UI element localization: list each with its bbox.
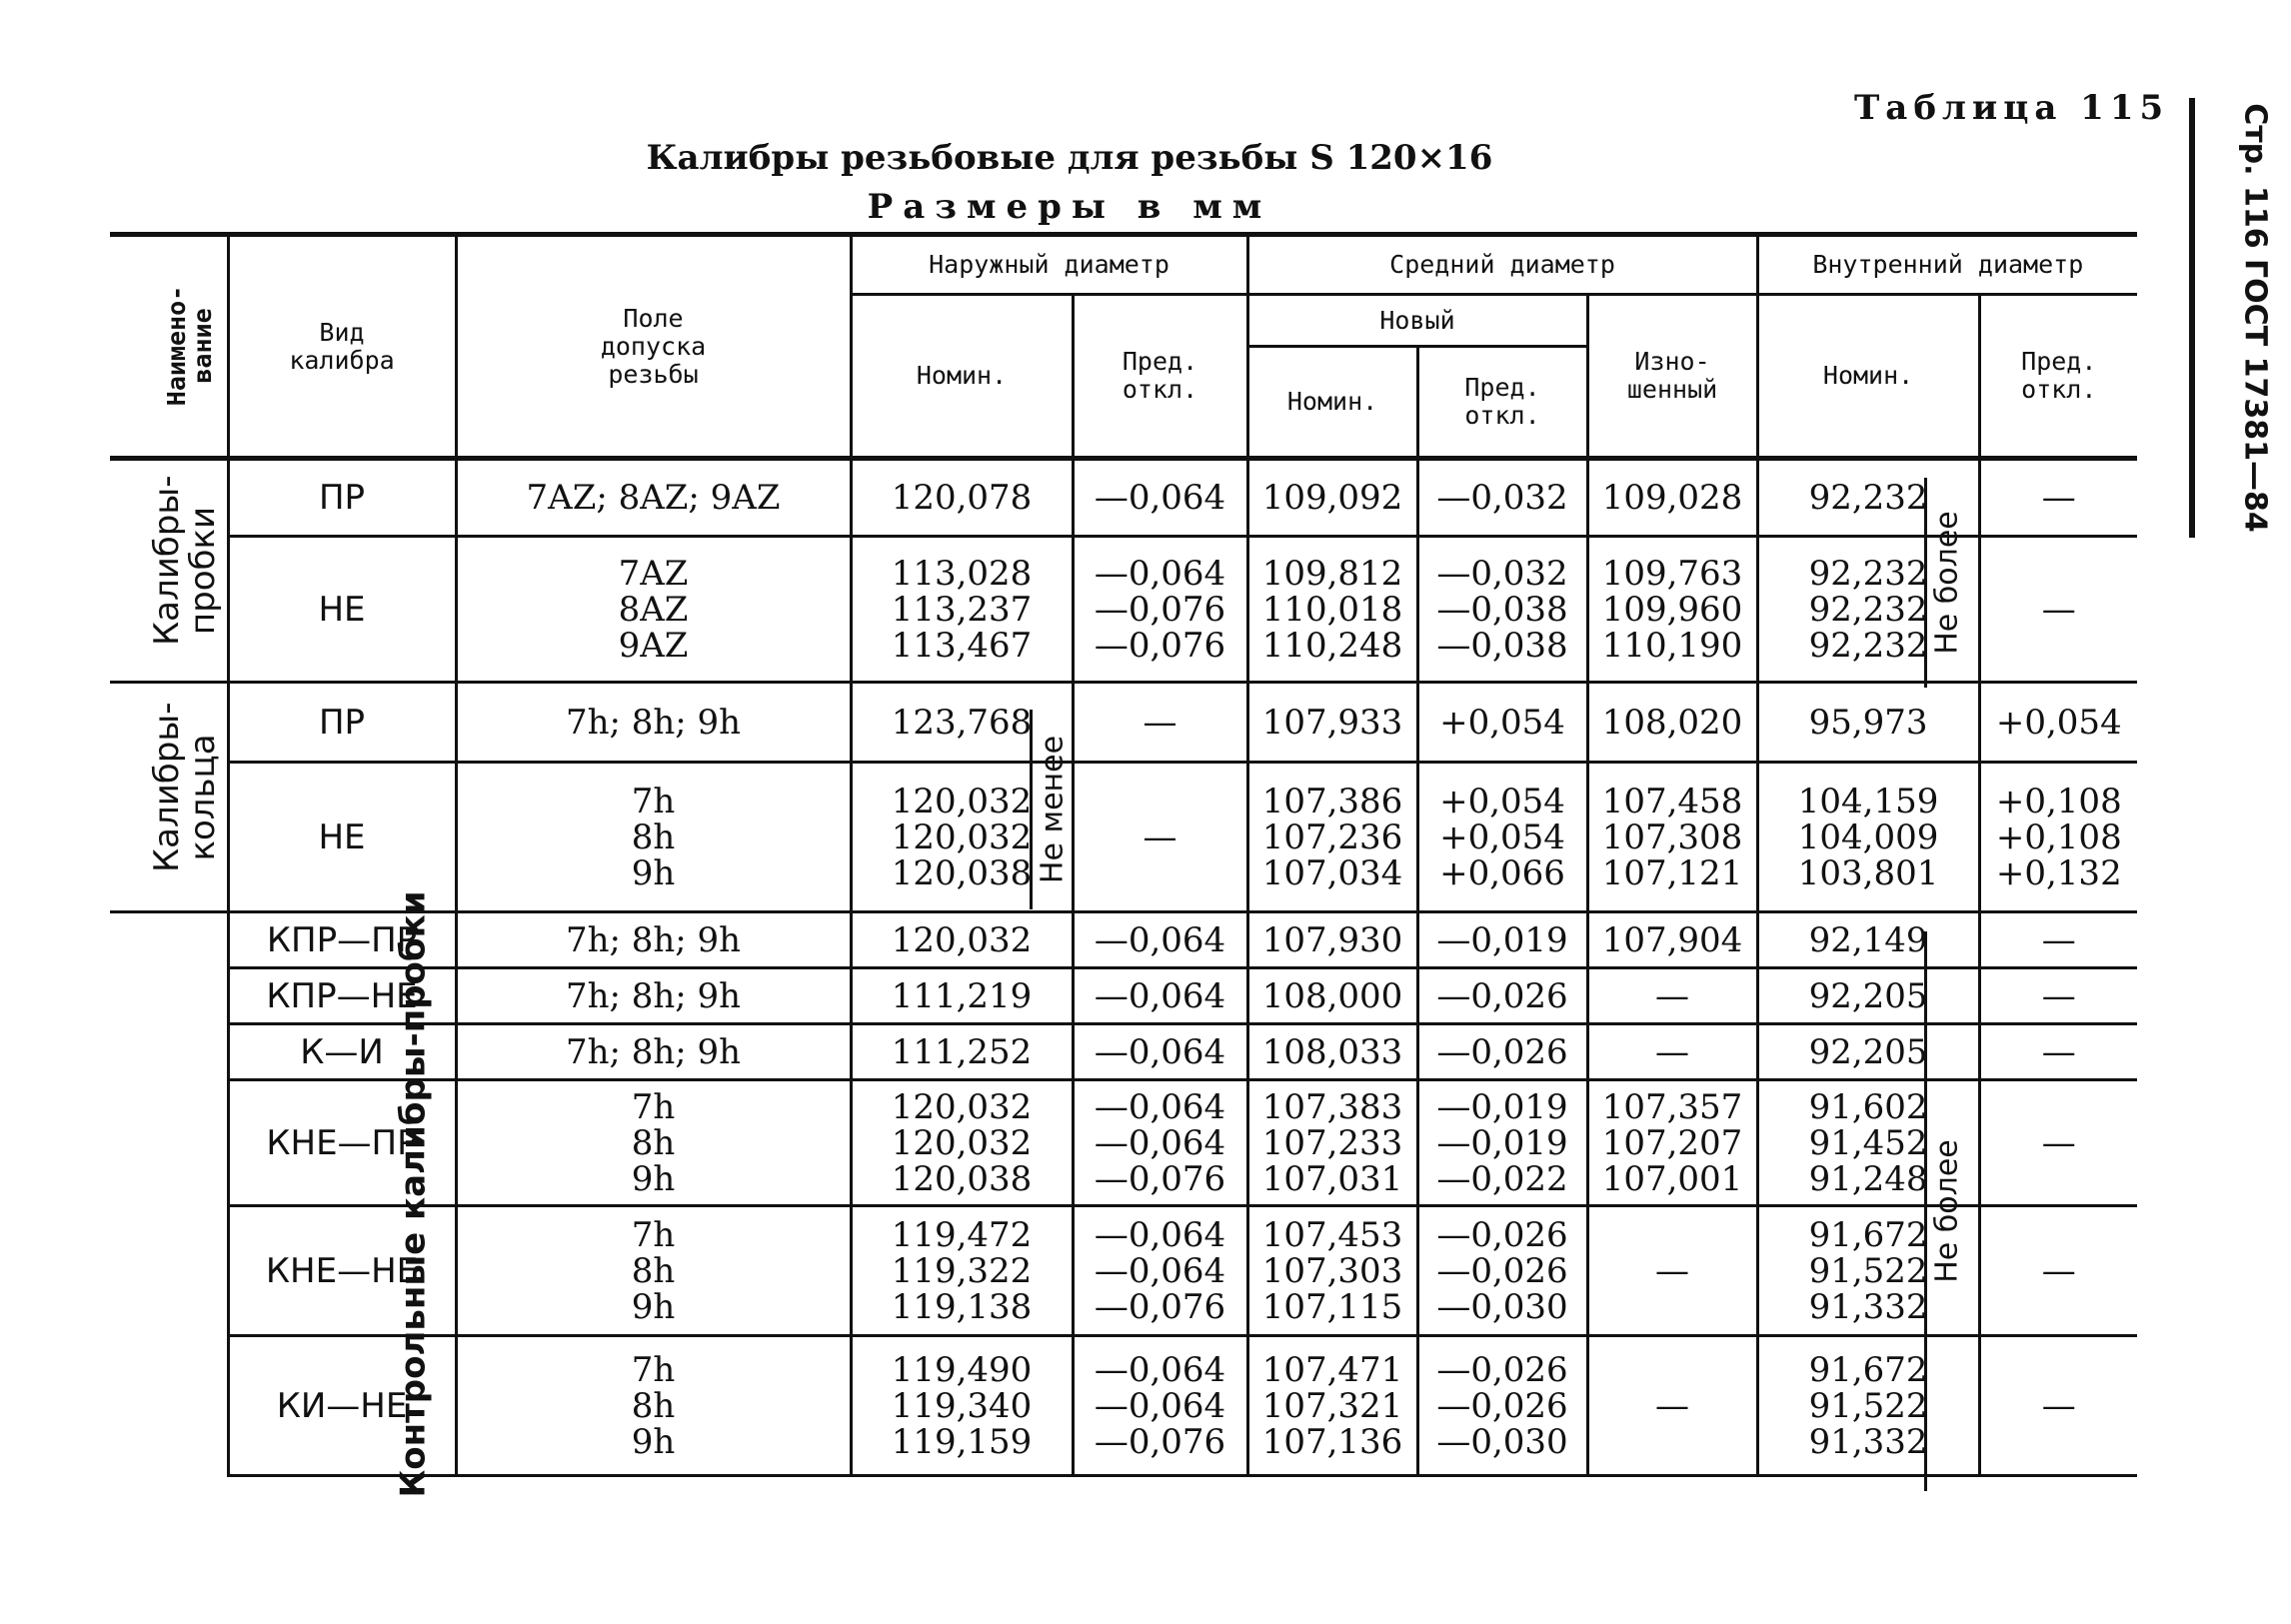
m-nom-cell — [1247, 1080, 1417, 1206]
i-nom-cell-line: 92,232 — [1808, 478, 1928, 518]
tolerance-cell-line: 9AZ — [618, 625, 689, 666]
m-dev-cell — [1417, 1080, 1587, 1206]
tolerance-cell-line: 9h — [631, 1421, 676, 1462]
table-row — [110, 912, 2137, 968]
m-nom-cell-line: 107,303 — [1261, 1250, 1403, 1291]
kind-cell: КНЕ—НЕ — [228, 1206, 456, 1336]
tolerance-cell-line: 8h — [631, 1250, 676, 1291]
m-dev-cell-line: +0,054 — [1439, 781, 1565, 821]
m-nom-cell — [1247, 912, 1417, 968]
o-nom-cell-line: 113,028 — [891, 553, 1033, 594]
o-dev-cell — [1073, 683, 1247, 763]
o-dev-cell-line: — — [1143, 702, 1177, 743]
i-nom-cell-line: 92,205 — [1808, 975, 1928, 1016]
m-nom-cell — [1247, 1336, 1417, 1476]
tolerance-cell-line: 9h — [631, 1286, 676, 1327]
i-dev-cell — [1979, 968, 2137, 1024]
tolerance-cell — [456, 459, 851, 537]
o-dev-cell-line: —0,064 — [1094, 1122, 1226, 1163]
tolerance-cell-line: 7h — [631, 781, 676, 821]
m-worn-cell — [1587, 683, 1757, 763]
kind-cell: НЕ — [228, 763, 456, 912]
m-worn-cell — [1587, 537, 1757, 683]
tolerance-cell — [456, 537, 851, 683]
kind-cell: КПР—ПР — [228, 912, 456, 968]
m-worn-cell-line: 107,904 — [1601, 919, 1743, 960]
o-dev-cell-line: —0,064 — [1094, 553, 1226, 594]
m-worn-cell-line: 107,357 — [1601, 1086, 1743, 1127]
o-dev-cell — [1073, 459, 1247, 537]
m-nom-cell-line: 107,233 — [1261, 1122, 1403, 1163]
m-worn-cell-line: 108,020 — [1601, 702, 1743, 743]
m-worn-cell — [1587, 1080, 1757, 1206]
i-nom-cell-line: 91,332 — [1808, 1421, 1928, 1462]
m-nom-cell-line: 107,236 — [1261, 816, 1403, 857]
vertical-note-text: Не более — [1929, 511, 1965, 655]
table-number: Таблица 115 — [1854, 88, 2170, 128]
i-dev-cell-line: — — [2041, 1122, 2076, 1163]
o-dev-cell — [1073, 1080, 1247, 1206]
m-nom-cell-line: 107,115 — [1261, 1286, 1403, 1327]
m-worn-cell-line: 107,308 — [1601, 816, 1743, 857]
m-dev-cell — [1417, 763, 1587, 912]
m-dev-cell-line: —0,019 — [1436, 1122, 1568, 1163]
m-dev-cell-line: —0,026 — [1436, 1214, 1568, 1255]
o-dev-cell-line: —0,064 — [1094, 1086, 1226, 1127]
o-nom-cell — [851, 1336, 1073, 1476]
tolerance-cell-line: 7h; 8h; 9h — [565, 1031, 742, 1072]
i-nom-cell-line: 91,452 — [1808, 1122, 1928, 1163]
m-nom-cell-line: 107,383 — [1261, 1086, 1403, 1127]
tolerance-cell-line: 9h — [631, 1158, 676, 1199]
o-dev-cell-line: —0,064 — [1094, 975, 1226, 1016]
o-dev-cell — [1073, 537, 1247, 683]
m-dev-cell-line: +0,054 — [1439, 702, 1565, 743]
m-dev-cell-line: —0,026 — [1436, 975, 1568, 1016]
m-dev-cell-line: —0,022 — [1436, 1158, 1568, 1199]
o-nom-cell-line: 120,038 — [891, 1158, 1033, 1199]
o-dev-cell-line: —0,076 — [1094, 625, 1226, 666]
i-dev-cell-line: — — [2041, 975, 2076, 1016]
header-outer-dev: Пред. откл. — [1073, 295, 1247, 459]
m-worn-cell — [1587, 763, 1757, 912]
o-nom-cell — [851, 1080, 1073, 1206]
m-nom-cell-line: 108,000 — [1261, 975, 1403, 1016]
i-nom-cell-line: 91,672 — [1808, 1349, 1928, 1390]
o-nom-cell-line: 120,032 — [891, 781, 1033, 821]
header-inner-dev: Пред. откл. — [1979, 295, 2137, 459]
o-nom-cell — [851, 912, 1073, 968]
o-nom-cell — [851, 968, 1073, 1024]
i-dev-cell — [1979, 912, 2137, 968]
o-dev-cell — [1073, 1206, 1247, 1336]
kind-cell: НЕ — [228, 537, 456, 683]
i-dev-cell — [1979, 1336, 2137, 1476]
m-dev-cell-line: —0,032 — [1436, 553, 1568, 594]
m-nom-cell — [1247, 763, 1417, 912]
m-dev-cell — [1417, 968, 1587, 1024]
o-nom-cell-line: 120,032 — [891, 1122, 1033, 1163]
m-worn-cell — [1587, 968, 1757, 1024]
i-dev-cell-line: +0,108 — [1995, 781, 2122, 821]
o-nom-cell-line: 111,252 — [891, 1031, 1033, 1072]
table-row — [110, 763, 2137, 912]
o-nom-cell-line: 120,078 — [891, 478, 1033, 518]
m-worn-cell-line: 107,121 — [1601, 852, 1743, 893]
m-worn-cell — [1587, 459, 1757, 537]
m-worn-cell-line: 107,001 — [1601, 1158, 1743, 1199]
tolerance-cell — [456, 1206, 851, 1336]
m-dev-cell-line: —0,026 — [1436, 1031, 1568, 1072]
m-nom-cell-line: 109,812 — [1261, 553, 1403, 594]
header-kind: Вид калибра — [228, 235, 456, 459]
i-dev-cell-line: — — [2041, 919, 2076, 960]
m-worn-cell-line: 109,960 — [1601, 589, 1743, 630]
m-dev-cell-line: —0,026 — [1436, 1250, 1568, 1291]
o-nom-cell — [851, 1206, 1073, 1336]
m-worn-cell — [1587, 1206, 1757, 1336]
o-nom-cell-line: 111,219 — [891, 975, 1033, 1016]
o-dev-cell-line: —0,064 — [1094, 1385, 1226, 1426]
m-worn-cell-line: 110,190 — [1601, 625, 1743, 666]
group-label-rings — [110, 683, 228, 912]
header-middle-dev: Пред. откл. — [1417, 347, 1587, 459]
m-nom-cell-line: 107,034 — [1261, 852, 1403, 893]
m-nom-cell — [1247, 459, 1417, 537]
o-nom-cell-line: 119,472 — [891, 1214, 1033, 1255]
o-nom-cell-line: 113,467 — [891, 625, 1033, 666]
tolerance-cell — [456, 683, 851, 763]
o-dev-cell-line: —0,064 — [1094, 919, 1226, 960]
m-nom-cell-line: 107,933 — [1261, 702, 1403, 743]
m-dev-cell — [1417, 537, 1587, 683]
header-name: Наимено-вание — [110, 235, 228, 459]
m-dev-cell-line: —0,026 — [1436, 1385, 1568, 1426]
m-nom-cell-line: 107,453 — [1261, 1214, 1403, 1255]
o-nom-cell-line: 119,322 — [891, 1250, 1033, 1291]
tolerance-cell-line: 8h — [631, 1122, 676, 1163]
table-row — [110, 459, 2137, 537]
side-page-label — [2231, 98, 2279, 538]
group-label-text: Калибры-кольца — [147, 702, 223, 872]
i-nom-cell-line: 92,205 — [1808, 1031, 1928, 1072]
kind-cell: ПР — [228, 683, 456, 763]
header-outer-nom: Номин. — [851, 295, 1073, 459]
m-nom-cell — [1247, 683, 1417, 763]
tolerance-cell-line: 7h; 8h; 9h — [565, 975, 742, 1016]
m-dev-cell-line: —0,038 — [1436, 625, 1568, 666]
i-dev-cell-line: — — [2041, 589, 2076, 630]
o-dev-cell-line: —0,076 — [1094, 1158, 1226, 1199]
kind-cell: ПР — [228, 459, 456, 537]
m-worn-cell — [1587, 912, 1757, 968]
i-dev-cell — [1979, 1080, 2137, 1206]
tolerance-cell — [456, 1336, 851, 1476]
table-body — [110, 459, 2137, 1498]
m-worn-cell-line: — — [1655, 975, 1690, 1016]
group-label-text: Контрольные калибры-пробки — [393, 890, 434, 1498]
table-header — [110, 235, 2137, 459]
o-nom-cell-line: 119,340 — [891, 1385, 1033, 1426]
o-dev-cell — [1073, 1024, 1247, 1080]
vertical-note — [1924, 931, 1967, 1491]
o-nom-cell-line: 120,032 — [891, 919, 1033, 960]
vertical-note-text: Не более — [1929, 1139, 1965, 1283]
i-dev-cell-line: — — [2041, 1031, 2076, 1072]
o-dev-cell-line: —0,064 — [1094, 478, 1226, 518]
i-dev-cell — [1979, 1206, 2137, 1336]
o-dev-cell-line: — — [1143, 816, 1177, 857]
table-row — [110, 537, 2137, 683]
i-dev-cell-line: +0,132 — [1995, 852, 2122, 893]
tolerance-cell — [456, 968, 851, 1024]
o-nom-cell-line: 119,138 — [891, 1286, 1033, 1327]
m-nom-cell-line: 107,136 — [1261, 1421, 1403, 1462]
o-dev-cell-line: —0,076 — [1094, 589, 1226, 630]
kind-cell: КНЕ—ПР — [228, 1080, 456, 1206]
tolerance-cell-line: 7h — [631, 1214, 676, 1255]
tolerance-cell — [456, 1024, 851, 1080]
m-nom-cell-line: 107,321 — [1261, 1385, 1403, 1426]
m-dev-cell-line: —0,026 — [1436, 1349, 1568, 1390]
m-dev-cell — [1417, 1024, 1587, 1080]
header-outer: Наружный диаметр — [851, 235, 1247, 295]
i-dev-cell — [1979, 459, 2137, 537]
o-nom-cell-line: 120,032 — [891, 816, 1033, 857]
header-inner: Внутренний диаметр — [1757, 235, 2137, 295]
side-rule — [2189, 98, 2195, 538]
group-label-text: Калибры-пробки — [147, 475, 223, 646]
m-worn-cell-line: 109,028 — [1601, 478, 1743, 518]
o-dev-cell-line: —0,064 — [1094, 1349, 1226, 1390]
tolerance-cell-line: 8h — [631, 816, 676, 857]
tolerance-cell — [456, 1080, 851, 1206]
i-dev-cell-line: — — [2041, 1385, 2076, 1426]
i-nom-cell-line: 92,232 — [1808, 589, 1928, 630]
m-dev-cell — [1417, 1336, 1587, 1476]
m-worn-cell — [1587, 1336, 1757, 1476]
kind-cell: К—И — [228, 1024, 456, 1080]
m-nom-cell — [1247, 1206, 1417, 1336]
side-page-label-text: Стр. 116 ГОСТ 17381—84 — [2237, 103, 2273, 533]
o-nom-cell-line: 123,768 — [891, 702, 1033, 743]
kind-cell: КПР—НЕ — [228, 968, 456, 1024]
i-nom-cell-line: 104,159 — [1797, 781, 1939, 821]
o-nom-cell-line: 120,032 — [891, 1086, 1033, 1127]
o-nom-cell — [851, 1024, 1073, 1080]
i-nom-cell — [1757, 683, 1979, 763]
tolerance-cell-line: 8AZ — [618, 589, 689, 630]
m-worn-cell-line: 107,458 — [1601, 781, 1743, 821]
m-nom-cell-line: 107,471 — [1261, 1349, 1403, 1390]
i-nom-cell-line: 103,801 — [1797, 852, 1939, 893]
o-nom-cell — [851, 537, 1073, 683]
header-worn: Изно-шенный — [1587, 295, 1757, 459]
vertical-note-text: Не менее — [1035, 735, 1071, 884]
m-dev-cell-line: —0,038 — [1436, 589, 1568, 630]
m-worn-cell-line: 107,207 — [1601, 1122, 1743, 1163]
i-dev-cell — [1979, 537, 2137, 683]
m-dev-cell-line: +0,066 — [1439, 852, 1565, 893]
m-dev-cell-line: +0,054 — [1439, 816, 1565, 857]
m-worn-cell-line: — — [1655, 1250, 1690, 1291]
m-nom-cell-line: 108,033 — [1261, 1031, 1403, 1072]
o-nom-cell-line: 120,038 — [891, 852, 1033, 893]
i-nom-cell-line: 91,522 — [1808, 1385, 1928, 1426]
m-nom-cell-line: 107,930 — [1261, 919, 1403, 960]
i-nom-cell — [1757, 763, 1979, 912]
i-nom-cell-line: 92,149 — [1808, 919, 1928, 960]
m-nom-cell-line: 107,386 — [1261, 781, 1403, 821]
i-nom-cell-line: 92,232 — [1808, 553, 1928, 594]
m-nom-cell-line: 110,248 — [1261, 625, 1403, 666]
i-dev-cell-line: +0,054 — [1995, 702, 2122, 743]
o-dev-cell — [1073, 968, 1247, 1024]
i-nom-cell-line: 95,973 — [1808, 702, 1928, 743]
m-dev-cell-line: —0,019 — [1436, 1086, 1568, 1127]
o-dev-cell-line: —0,064 — [1094, 1250, 1226, 1291]
tolerance-cell — [456, 763, 851, 912]
tolerance-cell-line: 7h — [631, 1349, 676, 1390]
m-dev-cell — [1417, 1206, 1587, 1336]
i-dev-cell-line: — — [2041, 1250, 2076, 1291]
m-nom-cell-line: 110,018 — [1261, 589, 1403, 630]
m-nom-cell-line: 109,092 — [1261, 478, 1403, 518]
tolerance-cell — [456, 912, 851, 968]
tolerance-cell-line: 7h; 8h; 9h — [565, 702, 742, 743]
i-nom-cell-line: 91,332 — [1808, 1286, 1928, 1327]
i-dev-cell — [1979, 1024, 2137, 1080]
header-tolerance: Поле допуска резьбы — [456, 235, 851, 459]
table-title: Калибры резьбовые для резьбы S 120×16 — [646, 138, 1493, 178]
o-dev-cell — [1073, 912, 1247, 968]
i-nom-cell-line: 91,522 — [1808, 1250, 1928, 1291]
m-dev-cell — [1417, 459, 1587, 537]
header-middle-nom: Номин. — [1247, 347, 1417, 459]
m-dev-cell-line: —0,030 — [1436, 1286, 1568, 1327]
m-dev-cell-line: —0,030 — [1436, 1421, 1568, 1462]
units-caption: Размеры в мм — [867, 187, 1272, 227]
o-nom-cell-line: 119,490 — [891, 1349, 1033, 1390]
i-dev-cell-line: — — [2041, 478, 2076, 518]
i-nom-cell-line: 91,602 — [1808, 1086, 1928, 1127]
kind-cell: КИ—НЕ — [228, 1336, 456, 1476]
tolerance-cell-line: 7AZ; 8AZ; 9AZ — [526, 478, 781, 518]
header-inner-nom: Номин. — [1757, 295, 1979, 459]
i-dev-cell — [1979, 763, 2137, 912]
vertical-note — [1030, 710, 1073, 909]
group-label-plugs — [110, 459, 228, 683]
table-row — [110, 683, 2137, 763]
vertical-note — [1924, 478, 1967, 688]
tolerance-cell-line: 8h — [631, 1385, 676, 1426]
o-dev-cell-line: —0,064 — [1094, 1214, 1226, 1255]
o-nom-cell — [851, 459, 1073, 537]
gauge-table — [110, 232, 2137, 1498]
tolerance-cell-line: 7h; 8h; 9h — [565, 919, 742, 960]
o-nom-cell-line: 119,159 — [891, 1421, 1033, 1462]
o-dev-cell-line: —0,076 — [1094, 1421, 1226, 1462]
o-dev-cell-line: —0,076 — [1094, 1286, 1226, 1327]
m-worn-cell-line: 109,763 — [1601, 553, 1743, 594]
i-dev-cell-line: +0,108 — [1995, 816, 2122, 857]
m-nom-cell — [1247, 537, 1417, 683]
m-dev-cell-line: —0,032 — [1436, 478, 1568, 518]
i-dev-cell — [1979, 683, 2137, 763]
header-middle: Средний диаметр — [1247, 235, 1757, 295]
m-nom-cell — [1247, 968, 1417, 1024]
m-worn-cell — [1587, 1024, 1757, 1080]
m-dev-cell — [1417, 912, 1587, 968]
m-dev-cell — [1417, 683, 1587, 763]
m-nom-cell — [1247, 1024, 1417, 1080]
i-nom-cell-line: 104,009 — [1797, 816, 1939, 857]
m-worn-cell-line: — — [1655, 1031, 1690, 1072]
i-nom-cell-line: 91,248 — [1808, 1158, 1928, 1199]
tolerance-cell-line: 7h — [631, 1086, 676, 1127]
o-dev-cell-line: —0,064 — [1094, 1031, 1226, 1072]
header-new: Новый — [1247, 295, 1587, 347]
tolerance-cell-line: 9h — [631, 852, 676, 893]
m-nom-cell-line: 107,031 — [1261, 1158, 1403, 1199]
i-nom-cell-line: 92,232 — [1808, 625, 1928, 666]
m-dev-cell-line: —0,019 — [1436, 919, 1568, 960]
i-nom-cell-line: 91,672 — [1808, 1214, 1928, 1255]
o-dev-cell — [1073, 1336, 1247, 1476]
o-dev-cell — [1073, 763, 1247, 912]
o-nom-cell-line: 113,237 — [891, 589, 1033, 630]
m-worn-cell-line: — — [1655, 1385, 1690, 1426]
tolerance-cell-line: 7AZ — [618, 553, 689, 594]
